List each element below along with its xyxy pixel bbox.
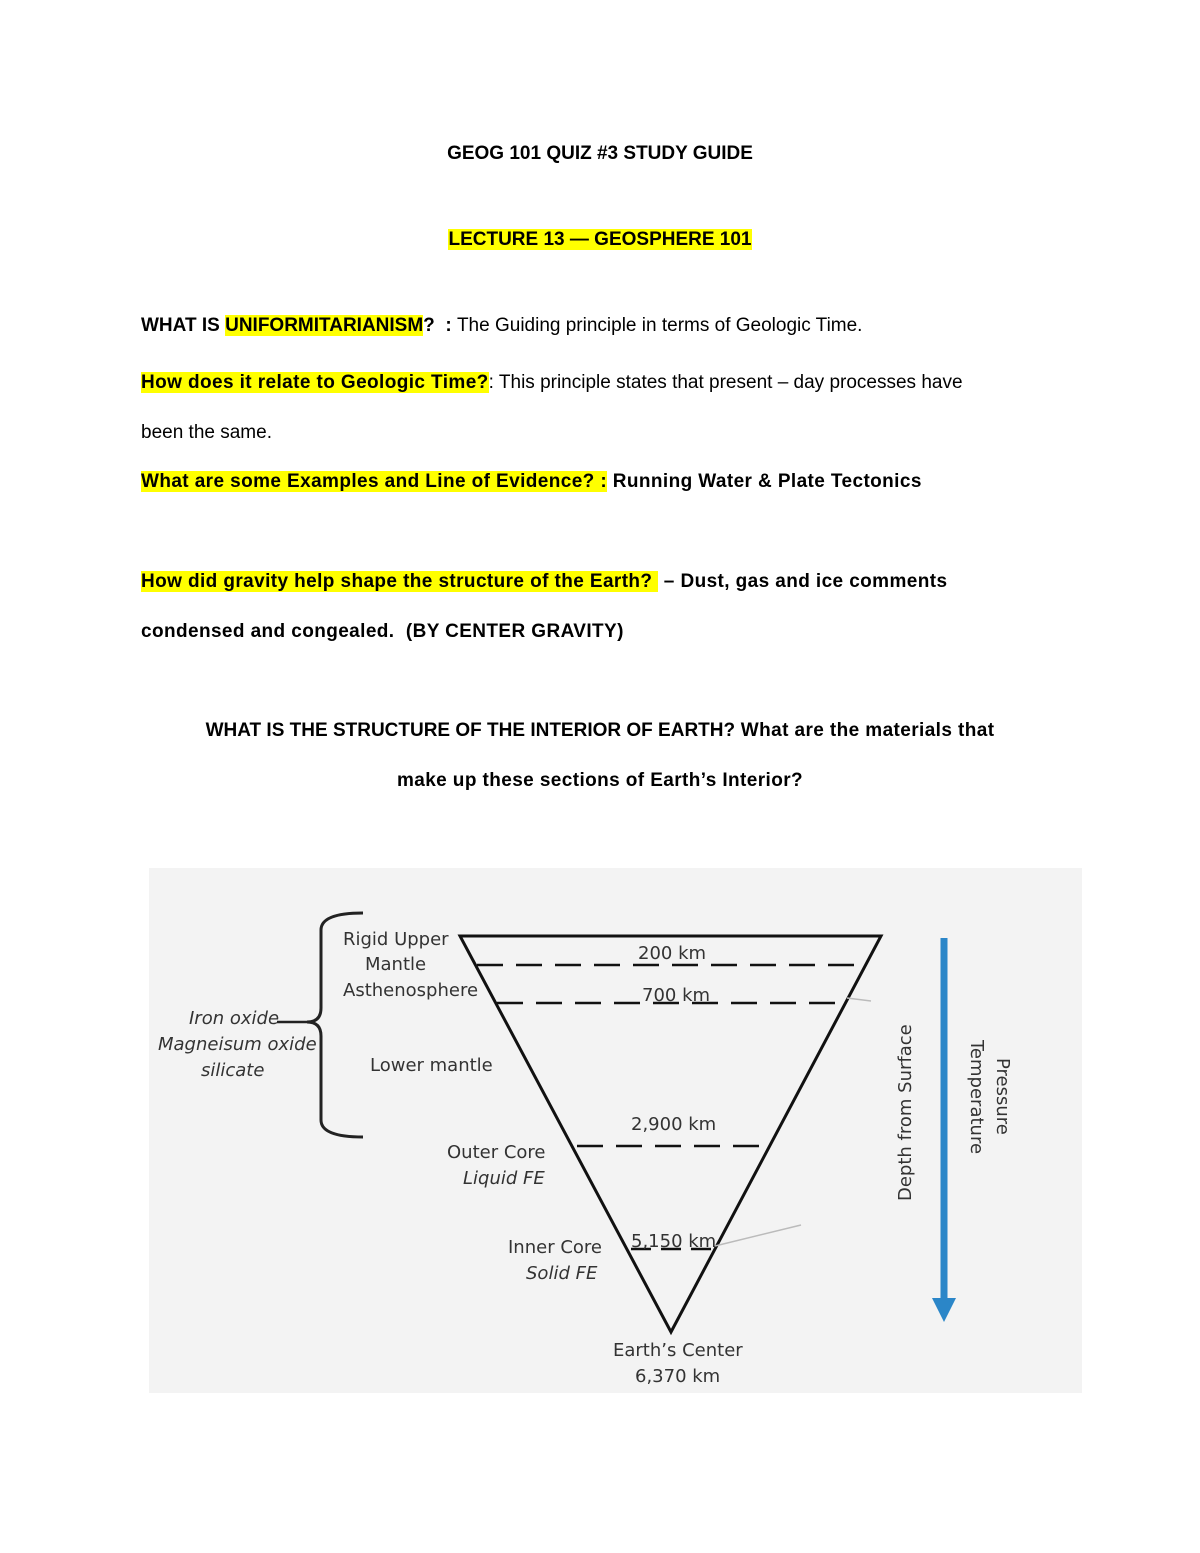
q1-term: UNIFORMITARIANISM [225, 315, 424, 336]
label-outer-core-material: Liquid FE [463, 1168, 545, 1189]
label-rigid-upper: Rigid Upper [343, 929, 449, 950]
label-earths-center: Earth’s Center [613, 1340, 743, 1361]
q2-sep: : [488, 372, 499, 393]
question-uniformitarianism [141, 314, 862, 338]
label-asthenosphere: Asthenosphere [343, 980, 479, 1001]
label-depth-5150: 5,150 km [631, 1231, 717, 1252]
depth-arrow-head [932, 1298, 956, 1322]
q2-question: How does it relate to Geologic Time? [141, 372, 489, 393]
lecture-heading [0, 228, 1200, 252]
label-materials-line1: Iron oxide [189, 1008, 280, 1029]
q5-line1-a: WHAT IS THE STRUCTURE OF THE INTERIOR OF EARTH? [205, 720, 736, 741]
label-depth-from-surface: Depth from Surface [895, 1024, 916, 1201]
q4-question: How did gravity help shape the structure of the Earth? [141, 571, 659, 592]
q5-line2: make up these sections of Earth’s Interior? [396, 770, 804, 791]
label-mantle: Mantle [365, 954, 427, 975]
q4-answer-line1: – Dust, gas and ice comments [658, 571, 948, 592]
label-center-depth: 6,370 km [635, 1366, 721, 1387]
label-materials-line3: silicate [201, 1060, 265, 1081]
q1-mark: ? [423, 315, 435, 336]
label-outer-core: Outer Core [447, 1142, 546, 1163]
label-inner-core: Inner Core [508, 1237, 602, 1258]
q5-line1-b: What are the materials that [735, 720, 995, 741]
leader-line-5150 [715, 1225, 801, 1246]
label-lower-mantle: Lower mantle [370, 1055, 493, 1076]
q2-answer-line2: been the same. [141, 422, 272, 443]
q4-answer-line2: condensed and congealed. (BY CENTER GRAVITY) [141, 621, 624, 642]
label-pressure: Pressure [992, 1058, 1013, 1135]
label-depth-700: 700 km [642, 985, 711, 1006]
label-materials-line2: Magneisum oxide [158, 1034, 317, 1055]
question-interior-structure [0, 719, 1200, 743]
label-depth-200: 200 km [638, 943, 707, 964]
q2-answer-line1: This principle states that present – day processes have [498, 372, 963, 393]
q1-lead: WHAT IS [141, 315, 226, 336]
question-geologic-time [141, 371, 963, 395]
q3-answer: Running Water & Plate Tectonics [607, 471, 922, 492]
label-temperature: Temperature [966, 1040, 987, 1155]
q3-question: What are some Examples and Line of Evidence? : [141, 471, 608, 492]
earth-interior-diagram [149, 868, 1082, 1393]
question-gravity [141, 570, 947, 594]
lecture-heading-text: LECTURE 13 — GEOSPHERE 101 [448, 229, 752, 250]
question-examples [141, 470, 922, 494]
leader-line-700 [847, 998, 871, 1001]
q1-answer: The Guiding principle in terms of Geologic Time. [456, 315, 863, 336]
page-title: GEOG 101 QUIZ #3 STUDY GUIDE [447, 143, 753, 164]
label-inner-core-material: Solid FE [526, 1263, 598, 1284]
q1-sep: : [434, 315, 457, 336]
label-depth-2900: 2,900 km [631, 1114, 717, 1135]
